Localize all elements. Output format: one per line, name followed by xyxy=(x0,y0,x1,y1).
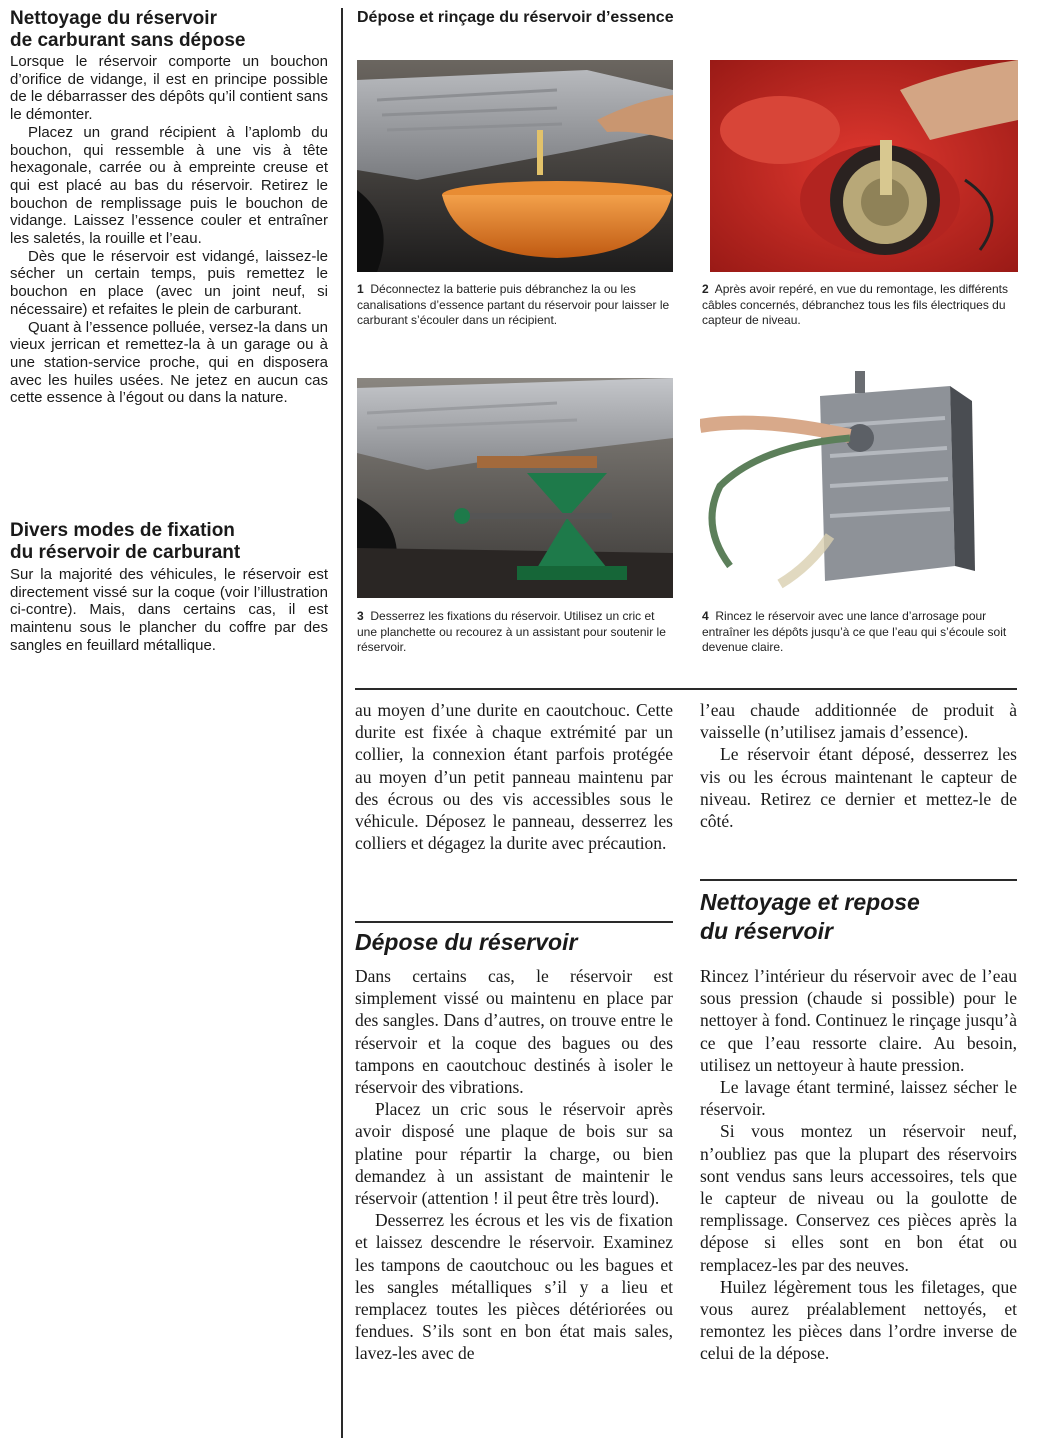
section-body xyxy=(10,53,328,407)
paragraph: au moyen d’une durite en caoutchouc. Cette durite est fixée à chaque extrémité par un collier, la connexion étant parfois protégée au moyen d’un petit panneau maintenu par des écrous ou des vis accessibles sous le véhicule. Déposez le panneau, desserrez les colliers et dégagez la durite avec précaution. xyxy=(355,700,673,854)
caption-number: 4 xyxy=(702,609,709,623)
paragraph: Lorsque le réservoir comporte un bouchon d’orifice de vidange, il est en principe possible de le débarrasser des dépôts qu’il contient sans le démonter. xyxy=(10,53,328,124)
rinsing-tank-illustration xyxy=(700,366,1018,596)
paragraph: Si vous montez un réservoir neuf, n’oubliez pas que la plupart des réservoirs sont vendus sans leurs accessoires, tels que le capteur de niveau ou la goulotte de remplissage. Conservez ces pièces après la dépose si elles sont en bon état ou remplacez-les par des neuves. xyxy=(700,1121,1017,1275)
caption-text: Rincez le réservoir avec une lance d’arrosage pour entraîner les dépôts jusqu’à ce que l’eau qui s’écoule soit devenue claire. xyxy=(702,609,1007,654)
photo-rinsing-tank xyxy=(700,366,1018,596)
caption-number: 1 xyxy=(357,282,364,296)
paragraph: Placez un grand récipient à l’aplomb du bouchon, qui ressemble à une vis à tête hexagonale, carrée ou à empreinte creuse et qui est placé au bas du réservoir. Retirez le bouchon de remplissage puis le bouchon de vidange. Laissez l’essence couler et entraîner les saletés, la rouille et l’eau. xyxy=(10,123,328,248)
section-divider xyxy=(355,921,673,923)
section-clean-without-removal xyxy=(10,8,328,407)
section-divider xyxy=(700,879,1017,881)
caption-number: 2 xyxy=(702,282,709,296)
jack-illustration xyxy=(357,378,673,598)
section-fixing-modes xyxy=(10,520,328,655)
caption-text: Après avoir repéré, en vue du remontage, les différents câbles concernés, débranchez tous les fils électriques du capteur de niveau. xyxy=(702,282,1008,327)
section-title-nettoyage: Nettoyage et repose du réservoir xyxy=(700,889,920,944)
section-depose-body xyxy=(355,965,673,1365)
paragraph: Rincez l’intérieur du réservoir avec de l’eau sous pression (chaude si possible) pour le nettoyer à fond. Continuez le rinçage jusqu’à ce que l’eau ressorte claire. Au besoin, utilisez un nettoyeur à haute pression. xyxy=(700,966,1017,1075)
figure-caption-4 xyxy=(702,609,1018,656)
column-divider xyxy=(341,8,343,1438)
draining-tank-illustration xyxy=(357,60,673,272)
paragraph: l’eau chaude additionnée de produit à vaisselle (n’utilisez jamais d’essence). xyxy=(700,700,1017,743)
paragraph: Desserrez les écrous et les vis de fixation et laissez descendre le réservoir. Examinez les tampons de caoutchouc ou les bagues et les sangles métalliques s’il y a lieu et remplacez toutes les pièces détériorées ou fendues. S’ils sont en bon état mais sales, lavez-les avec de xyxy=(355,1210,673,1364)
paragraph: Dès que le réservoir est vidangé, laissez-le sécher un certain temps, puis remettez le bouchon en place (avec un joint neuf, si nécessaire) et refaites le plein de carburant. xyxy=(10,247,328,318)
paragraph: Huilez légèrement tous les filetages, que vous aurez préalablement nettoyés, et remontez les pièces dans l’ordre inverse de celui de la dépose. xyxy=(700,1276,1017,1364)
section-title: Nettoyage du réservoir de carburant sans dépose xyxy=(10,8,246,51)
paragraph: Le réservoir étant déposé, desserrez les vis ou les écrous maintenant le capteur de niveau. Retirez ce dernier et mettez-le de côté. xyxy=(700,744,1017,832)
section-title: Divers modes de fixation du réservoir de carburant xyxy=(10,520,241,563)
paragraph: Dans certains cas, le réservoir est simplement vissé ou maintenu en place par des sangles. Dans d’autres, on trouve entre le réservoir et la coque des bagues ou des tampons en caoutchouc destinés à isoler le réservoir des vibrations. xyxy=(355,966,673,1098)
paragraph: Quant à l’essence polluée, versez-la dans un vieux jerrican et remettez-la à un garage ou à une station-service proche, qui en disposera avec les huiles usées. Ne jetez en aucun cas cette essence à l’égout ou dans la nature. xyxy=(10,318,328,407)
figures-divider xyxy=(355,688,1017,690)
figure-caption-2 xyxy=(702,282,1018,329)
section-nettoyage-body xyxy=(700,965,1017,1365)
paragraph: Sur la majorité des véhicules, le réservoir est directement vissé sur la coque (voir l’illustration ci-contre). Mais, dans certains cas, il est maintenu sous le plancher du coffre par des sangles en feuillard métallique. xyxy=(10,566,328,654)
figures-heading: Dépose et rinçage du réservoir d’essence xyxy=(357,9,674,26)
caption-number: 3 xyxy=(357,609,364,623)
body-continuation xyxy=(355,699,673,854)
caption-text: Desserrez les fixations du réservoir. Utilisez un cric et une planchette ou recourez à un assistant pour soutenir le réservoir. xyxy=(357,609,666,654)
figure-caption-3 xyxy=(357,609,675,656)
photo-jack-supporting-tank xyxy=(357,378,673,598)
section-title-depose: Dépose du réservoir xyxy=(355,929,578,955)
body-continuation-2 xyxy=(700,699,1017,832)
section-body xyxy=(10,566,328,655)
figure-caption-1 xyxy=(357,282,675,329)
photo-disconnecting-sender xyxy=(710,60,1018,272)
fuel-sender-illustration xyxy=(710,60,1018,272)
photo-draining-tank xyxy=(357,60,673,272)
paragraph: Placez un cric sous le réservoir après avoir disposé une plaque de bois sur sa platine pour répartir la charge, ou bien demandez à un assistant de maintenir le réservoir (attention ! il peut être très lourd). xyxy=(355,1099,673,1209)
paragraph: Le lavage étant terminé, laissez sécher le réservoir. xyxy=(700,1077,1017,1120)
caption-text: Déconnectez la batterie puis débranchez la ou les canalisations d’essence partant du réservoir pour laisser le carburant s’écouler dans un récipient. xyxy=(357,282,670,327)
